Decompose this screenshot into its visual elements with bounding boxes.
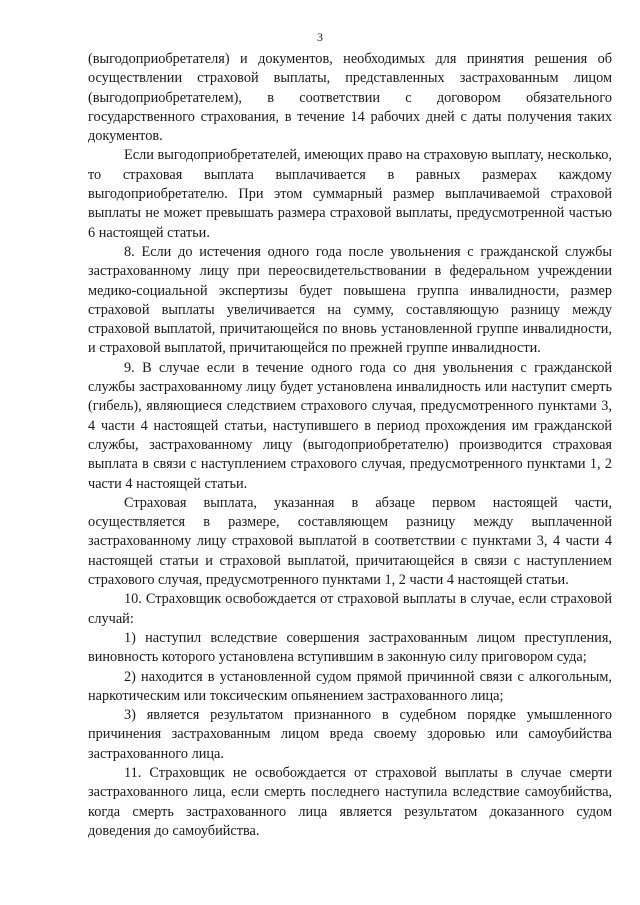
paragraph-10: 10. Страховщик освобождается от страховой выплаты в случае, если страховой случай: bbox=[88, 591, 612, 627]
paragraph-10-item-2: 2) находится в установленной судом прямой причинной связи с алкогольным, наркотическим или токсическим опьянением застрахованного лица; bbox=[88, 668, 612, 704]
paragraph-continuation: (выгодоприобретателя) и документов, необходимых для принятия решения об осуществлении страховой выплаты, представленных застрахованным лицом (выгодоприобретателем), в соответствии с договором обязательного государственного страхования, в течение 14 рабочих дней с даты получения таких документов. bbox=[88, 51, 612, 145]
paragraph-10-item-1: 1) наступил вследствие совершения застрахованным лицом преступления, виновность которого установлена вступившим в законную силу приговором суда; bbox=[88, 629, 612, 666]
paragraph-10-item-3: 3) является результатом признанного в судебном порядке умышленного причинения застрахованным лицом вреда своему здоровью или самоубийства застрахованного лица. bbox=[88, 707, 612, 762]
paragraph-11: 11. Страховщик не освобождается от страховой выплаты в случае смерти застрахованного лица, если смерть последнего наступила вследствие самоубийства, когда смерть застрахованного лица является результатом доказанного судом доведения до самоубийства. bbox=[88, 764, 612, 839]
paragraph-beneficiaries: Если выгодоприобретателей, имеющих право на страховую выплату, несколько, то страховая выплата выплачивается в равных размерах каждому выгодоприобретателю. При этом суммарный размер выплачиваемой страховой выплаты не может превышать размера страховой выплаты, предусмотренной частью 6 настоящей статьи. bbox=[88, 147, 612, 241]
paragraph-9-second: Страховая выплата, указанная в абзаце первом настоящей части, осуществляется в размере, составляющем разницу между выплаченной застрахованному лицу страховой выплатой в соответствии с пунктами 3, 4 части 4 настоящей статьи и страховой выплатой, причитающейся в связи с наступлением страхового случая, предусмотренного пунктами 1, 2 части 4 настоящей статьи. bbox=[88, 494, 612, 589]
document-body bbox=[88, 50, 612, 841]
paragraph-9: 9. В случае если в течение одного года со дня увольнения с гражданской службы застрахованному лицу будет установлена инвалидность или наступит смерть (гибель), являющиеся следствием страхового случая, предусмотренного пунктами 3, 4 части 4 настоящей статьи, наступившего в период прохождения им гражданской службы, застрахованному лицу (выгодоприобретателю) производится страховая выплата в связи с наступлением страхового случая, предусмотренного пунктами 1, 2 части 4 настоящей статьи. bbox=[88, 359, 612, 492]
paragraph-8: 8. Если до истечения одного года после увольнения с гражданской службы застрахованному лицу при переосвидетельствовании в федеральном учреждении медико-социальной экспертизы будет повышена группа инвалидности, размер страховой выплаты увеличивается на сумму, составляющую разницу между страховой выплатой, причитающейся по вновь установленной группе инвалидности, и страховой выплатой, причитающейся по прежней группе инвалидности. bbox=[88, 243, 612, 357]
page-number: 3 bbox=[317, 30, 323, 44]
